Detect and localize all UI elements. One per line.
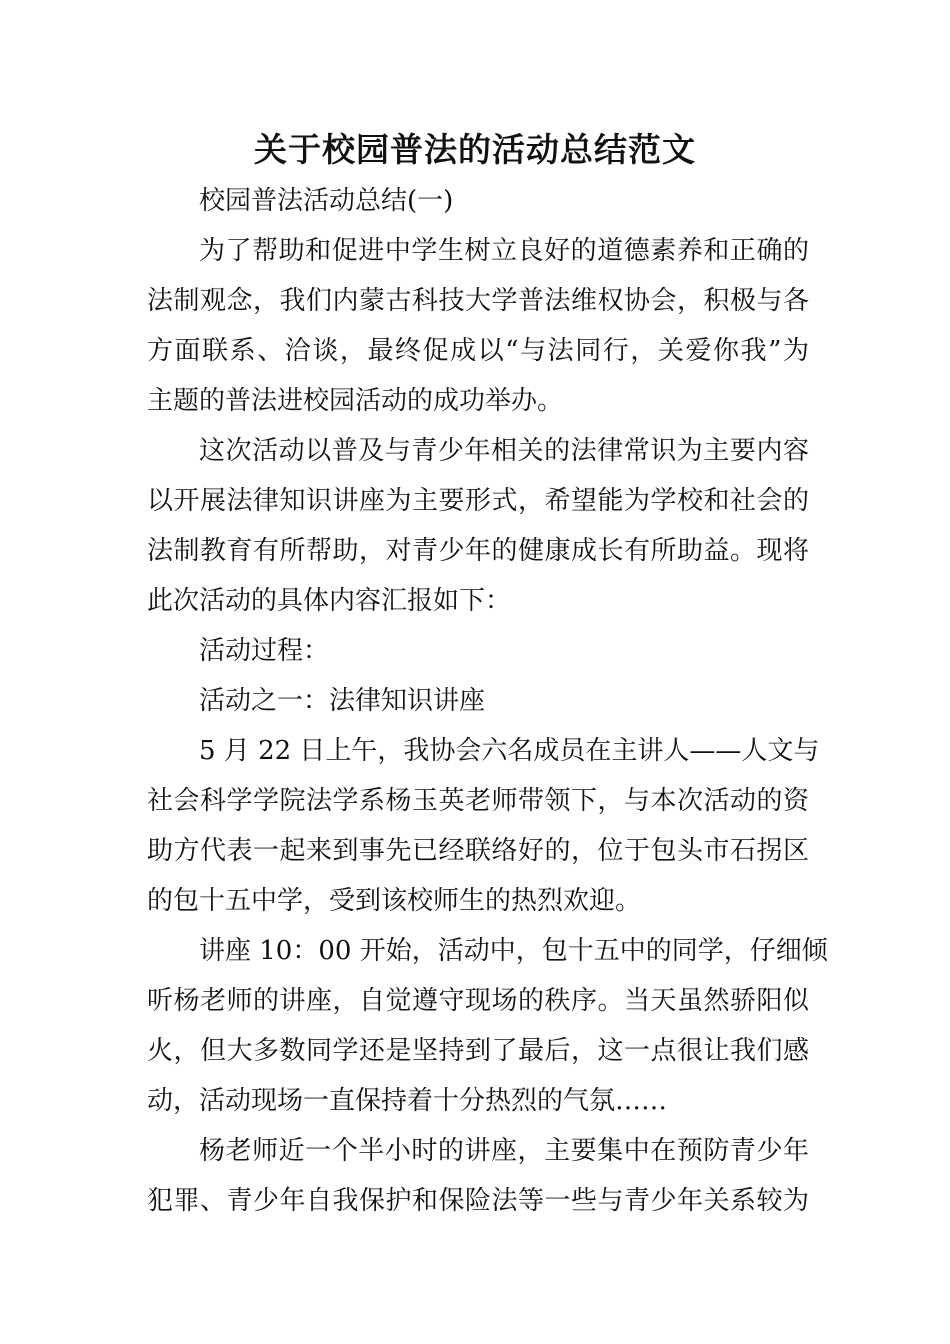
- document-body: [147, 176, 828, 1226]
- paragraph-line: 此次活动的具体内容汇报如下：: [147, 586, 512, 616]
- paragraph-line: 方面联系、洽谈，最终促成以“与法同行，关爱你我”为: [147, 336, 809, 366]
- paragraph-line: 主题的普法进校园活动的成功举办。: [147, 386, 564, 416]
- subheading-process: 活动过程：: [199, 636, 330, 666]
- paragraph-line: 法制教育有所帮助，对青少年的健康成长有所助益。现将: [147, 536, 809, 566]
- paragraph-line: 动，活动现场一直保持着十分热烈的气氛……: [147, 1086, 668, 1116]
- paragraph-line: 的包十五中学，受到该校师生的热烈欢迎。: [147, 886, 642, 916]
- paragraph-line: 火，但大多数同学还是坚持到了最后，这一点很让我们感: [147, 1036, 809, 1066]
- paragraph-line: 讲座 10：00 开始，活动中，包十五中的同学，仔细倾: [199, 936, 828, 966]
- paragraph-line: 这次活动以普及与青少年相关的法律常识为主要内容: [199, 436, 809, 466]
- paragraph-line: 犯罪、青少年自我保护和保险法等一些与青少年关系较为: [147, 1186, 809, 1216]
- paragraph-line: 为了帮助和促进中学生树立良好的道德素养和正确的: [199, 236, 809, 266]
- paragraph-line: 杨老师近一个半小时的讲座，主要集中在预防青少年: [199, 1136, 809, 1166]
- paragraph-line: 助方代表一起来到事先已经联络好的，位于包头市石拐区: [147, 836, 809, 866]
- paragraph-line: 听杨老师的讲座，自觉遵守现场的秩序。当天虽然骄阳似: [147, 986, 809, 1016]
- document-title: 关于校园普法的活动总结范文: [254, 130, 696, 169]
- paragraph-line: 5 月 22 日上午，我协会六名成员在主讲人——人文与: [199, 736, 820, 766]
- paragraph-line: 法制观念，我们内蒙古科技大学普法维权协会，积极与各: [147, 286, 809, 316]
- paragraph-line: 以开展法律知识讲座为主要形式，希望能为学校和社会的: [147, 486, 809, 516]
- section-heading: 校园普法活动总结(一): [199, 186, 454, 216]
- paragraph-line: 社会科学学院法学系杨玉英老师带领下，与本次活动的资: [147, 786, 809, 816]
- subheading-activity-one: 活动之一：法律知识讲座: [199, 686, 486, 716]
